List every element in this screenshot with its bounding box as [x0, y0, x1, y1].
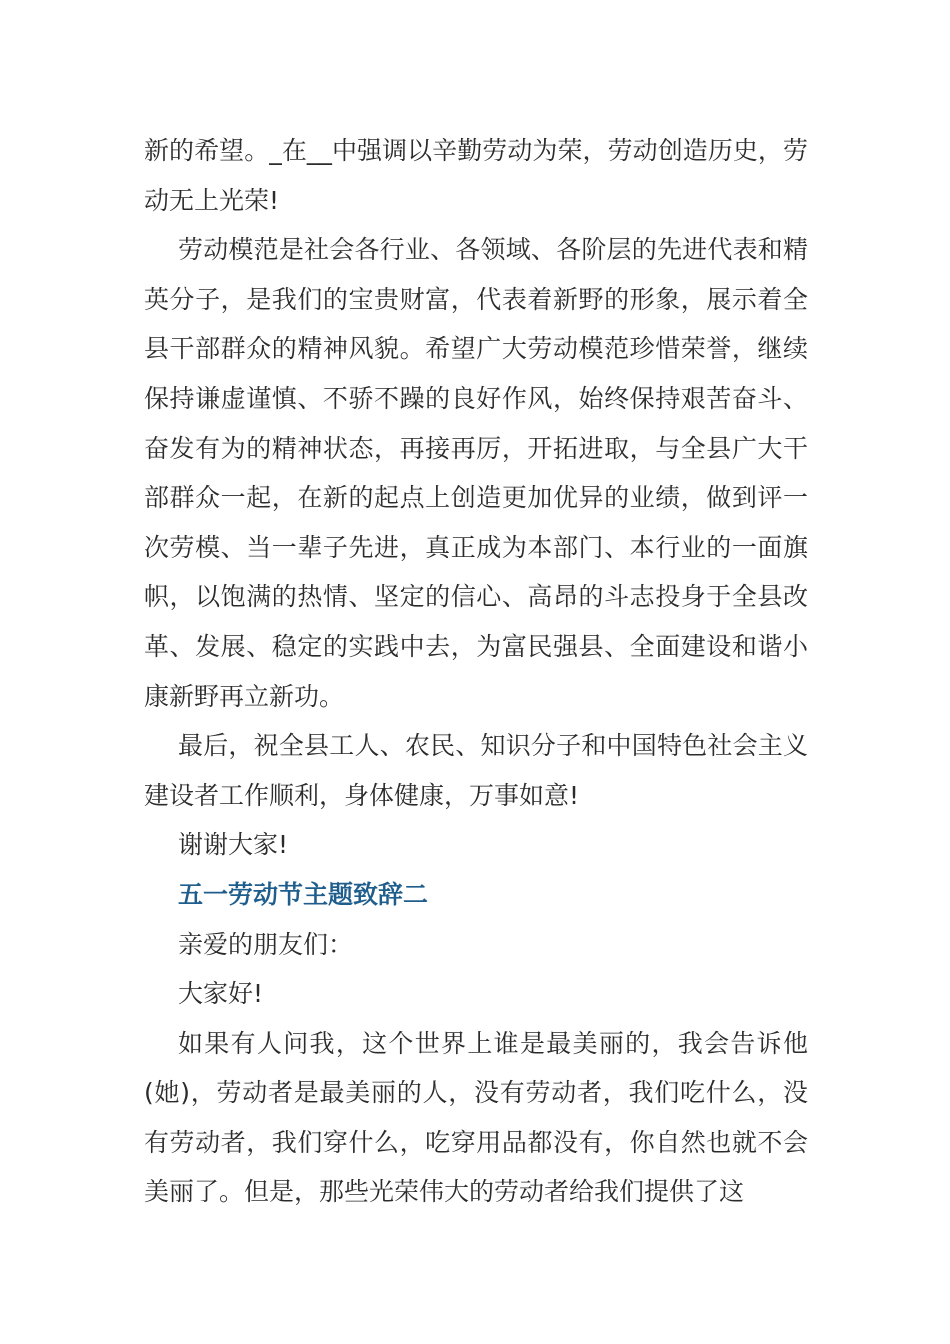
paragraph-salutation: 亲爱的朋友们：	[178, 929, 354, 959]
document-body	[144, 126, 808, 1217]
paragraph-closing-wishes: 最后，祝全县工人、农民、知识分子和中国特色社会主义建设者工作顺利，身体健康，万事如意!	[144, 731, 808, 810]
section-heading: 五一劳动节主题致辞二	[178, 879, 429, 909]
paragraph-labor-models: 劳动模范是社会各行业、各领域、各阶层的先进代表和精英分子，是我们的宝贵财富，代表着新野的形象，展示着全县干部群众的精神风貌。希望广大劳动模范珍惜荣誉，继续保持谦虚谨慎、不骄不躁的良好作风，始终保持艰苦奋斗、奋发有为的精神状态，再接再厉，开拓进取，与全县广大干部群众一起，在新的起点上创造更加优异的业绩，做到评一次劳模、当一辈子先进，真正成为本部门、本行业的一面旗帜，以饱满的热情、坚定的信心、高昂的斗志投身于全县改革、发展、稳定的实践中去，为富民强县、全面建设和谐小康新野再立新功。	[144, 235, 808, 711]
paragraph-greeting: 大家好!	[178, 979, 264, 1009]
paragraph-continuation: 新的希望。_在__中强调以辛勤劳动为荣，劳动创造历史，劳动无上光荣!	[144, 136, 808, 215]
paragraph-thanks: 谢谢大家!	[178, 830, 289, 860]
paragraph-most-beautiful: 如果有人问我，这个世界上谁是最美丽的，我会告诉他(她)，劳动者是最美丽的人，没有劳动者，我们吃什么，没有劳动者，我们穿什么，吃穿用品都没有，你自然也就不会美丽了。但是，那些光荣伟大的劳动者给我们提供了这	[144, 1028, 808, 1207]
